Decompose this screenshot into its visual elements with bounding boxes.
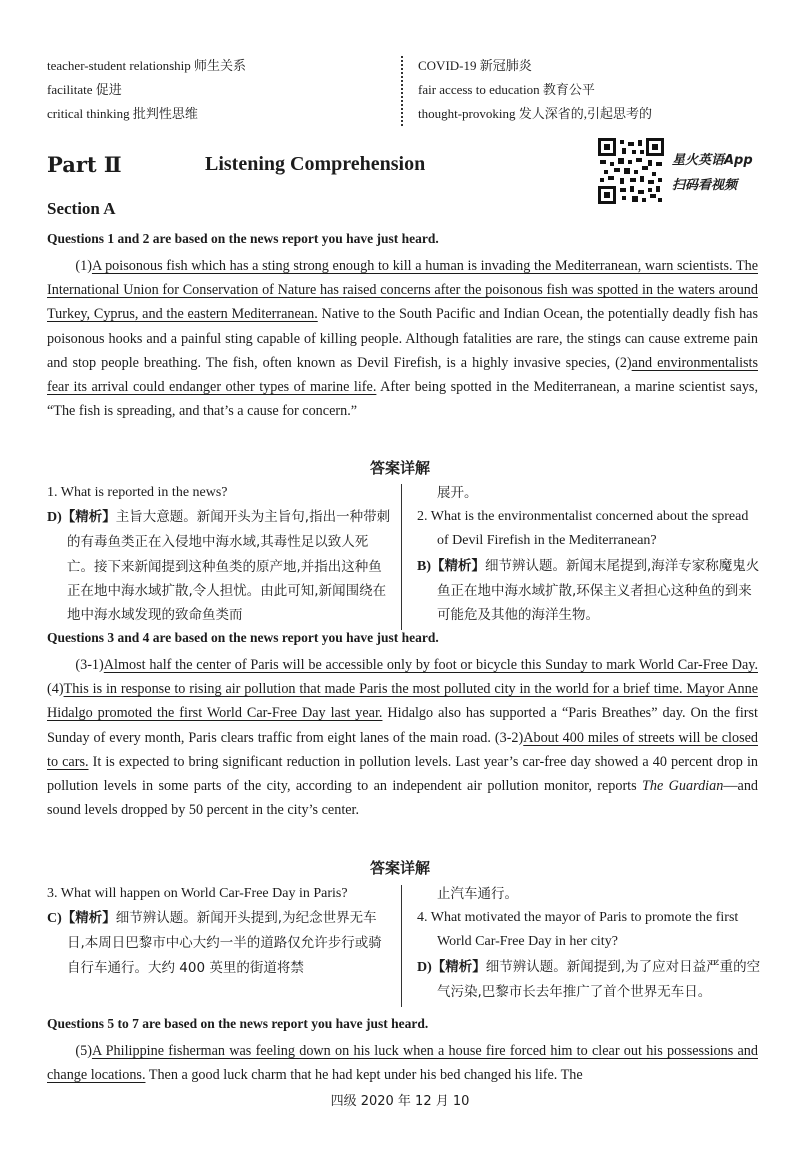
vocab-item: COVID-19 新冠肺炎 <box>418 58 532 73</box>
underlined-answer-text: This is in response to rising air pollution that made Paris the most polluted city in the world for a brief time. Mayor Anne Hidalgo promoted the first World Car-Free Day last year. <box>47 681 758 722</box>
analysis-continuation: 止汽车通行。 <box>437 886 518 902</box>
analysis-text: 细节辨认题。新闻开头提到,为纪念世界无车日,本周日巴黎市中心大约一半的道路仅允许步行或骑自行车通行。大约 400 英里的街道将禁 <box>67 910 382 976</box>
answer-section-title: 答案详解 <box>369 859 430 877</box>
answer-letter: C) <box>47 911 62 927</box>
part-title: Listening Comprehension <box>205 153 426 175</box>
underlined-answer-text: A poisonous fish which has a sting strong enough to kill a human is invading the Mediterranean, warn scientists. The International Union for Conservation of Nature has raised concerns after the poisonous fish was spotted in the waters around Turkey, Cyprus, and the eastern Mediterranean. <box>47 258 758 323</box>
marker: (2) <box>615 354 632 371</box>
answer-explanation <box>47 505 391 627</box>
vocab-item: teacher-student relationship 师生关系 <box>47 58 247 73</box>
answer-column-left <box>47 882 391 980</box>
answer-letter: D) <box>47 510 62 526</box>
app-promo <box>672 148 753 198</box>
column-divider <box>401 484 402 630</box>
vocab-item: critical thinking 批判性思维 <box>47 106 198 121</box>
transcript-text: It is expected to bring significant reduction in pollution levels. Last year’s car-free day showed a 40 percent drop in pollution levels in some parts of the city, according to an independent air pollution monitor, reports <box>47 753 758 795</box>
transcript-paragraph <box>47 1039 758 1087</box>
page-footer: 四级 2020 年 12 月 10 <box>330 1094 470 1109</box>
question-group-heading: Questions 3 and 4 are based on the news report you have just heard. <box>47 630 439 645</box>
transcript-text: Native to the South Pacific and Indian Ocean, the potentially deadly fish has poisonous hooks and a painful sting capable of killing people. Although fatalities are rare, the stings can cause extreme pain and stop people breathing. The fish, often known as Devil Firefish, is a highly invasive species, <box>47 306 758 371</box>
underlined-answer-text: and environmentalists fear its arrival could endanger other types of marine life. <box>47 354 758 396</box>
question-text: 3. What will happen on World Car-Free Day in Paris? <box>47 886 348 901</box>
section-title: Section A <box>47 199 116 218</box>
vocab-item: fair access to education 教育公平 <box>418 82 595 97</box>
question-text: 2. What is the environmentalist concerned about the spread of Devil Firefish in the Mediterranean? <box>417 509 749 549</box>
transcript-text: After being spotted in the Mediterranean, a marine scientist says, “The fish is spreading, and that’s a cause for concern.” <box>47 379 758 420</box>
answer-explanation <box>47 906 391 980</box>
vocab-item: facilitate 促进 <box>47 82 122 97</box>
transcript-text: Then a good luck charm that he had kept under his bed changed his life. The <box>145 1067 583 1084</box>
transcript-text: —and sound levels dropped by 50 percent in the city’s center. <box>47 778 759 819</box>
analysis-continuation: 展开。 <box>437 485 478 501</box>
answer-column-right <box>417 481 761 627</box>
marker: (3-2) <box>494 729 524 746</box>
marker: (1) <box>75 258 92 274</box>
vocab-list-right <box>418 54 652 126</box>
vocab-list-left <box>47 54 246 126</box>
column-divider <box>401 885 402 1007</box>
underlined-answer-text: About 400 miles of streets will be closed to cars. <box>47 729 758 770</box>
app-scan-hint: 扫码看视频 <box>672 178 738 193</box>
answer-letter: B) <box>417 558 431 574</box>
underlined-answer-text: A Philippine fisherman was feeling down on his luck when a house fire forced him to clear out his possessions and change locations. <box>47 1043 758 1084</box>
analysis-tag: 【精析】 <box>61 910 116 927</box>
answer-column-left <box>47 481 391 627</box>
transcript-paragraph <box>47 254 758 423</box>
analysis-tag: 【精析】 <box>431 557 485 574</box>
marker: (4) <box>47 681 64 698</box>
answer-explanation <box>417 955 761 1004</box>
vocab-item: thought-provoking 发人深省的,引起思考的 <box>418 106 652 121</box>
question-text: 1. What is reported in the news? <box>47 485 228 500</box>
underlined-answer-text: Almost half the center of Paris will be accessible only by foot or bicycle this Sunday to mark World Car-Free Day. <box>103 657 758 673</box>
question-group-heading: Questions 1 and 2 are based on the news report you have just heard. <box>47 231 439 246</box>
answer-explanation <box>417 554 761 628</box>
transcript-text: Hidalgo also has supported a “Paris Breathes” day. On the first Sunday of every month, Paris clears traffic from eight lanes of the main road. <box>47 705 758 746</box>
analysis-text: 主旨大意题。新闻开头为主旨句,指出一种带刺的有毒鱼类正在入侵地中海水域,其毒性足以致人死亡。接下来新闻提到这种鱼类的原产地,并指出这种鱼正在地中海水域扩散,令人担忧。由此可知,新闻围绕在地中海水域发现的致命鱼类而 <box>67 509 391 624</box>
analysis-text: 细节辨认题。新闻提到,为了应对日益严重的空气污染,巴黎市长去年推广了首个世界无车日。 <box>437 958 761 1000</box>
marker: (5) <box>75 1043 92 1059</box>
marker: (3-1) <box>75 657 104 673</box>
publication-name: The Guardian <box>642 778 724 795</box>
question-text: 4. What motivated the mayor of Paris to promote the first World Car-Free Day in her city? <box>417 910 739 950</box>
app-name: 星火英语App <box>672 153 753 168</box>
analysis-tag: 【精析】 <box>61 509 116 526</box>
vocab-divider <box>401 56 403 126</box>
answer-section-title: 答案详解 <box>369 459 430 477</box>
answer-column-right <box>417 882 761 1004</box>
analysis-tag: 【精析】 <box>431 958 486 975</box>
analysis-text: 细节辨认题。新闻末尾提到,海洋专家称魔鬼火鱼正在地中海水域扩散,环保主义者担心这种鱼的到来可能危及其他的海洋生物。 <box>437 557 760 624</box>
part-label: Part Ⅱ <box>47 152 122 177</box>
transcript-paragraph <box>47 653 758 822</box>
qr-code-icon[interactable] <box>598 138 664 204</box>
answer-letter: D) <box>417 959 432 975</box>
question-group-heading: Questions 5 to 7 are based on the news report you have just heard. <box>47 1016 429 1031</box>
